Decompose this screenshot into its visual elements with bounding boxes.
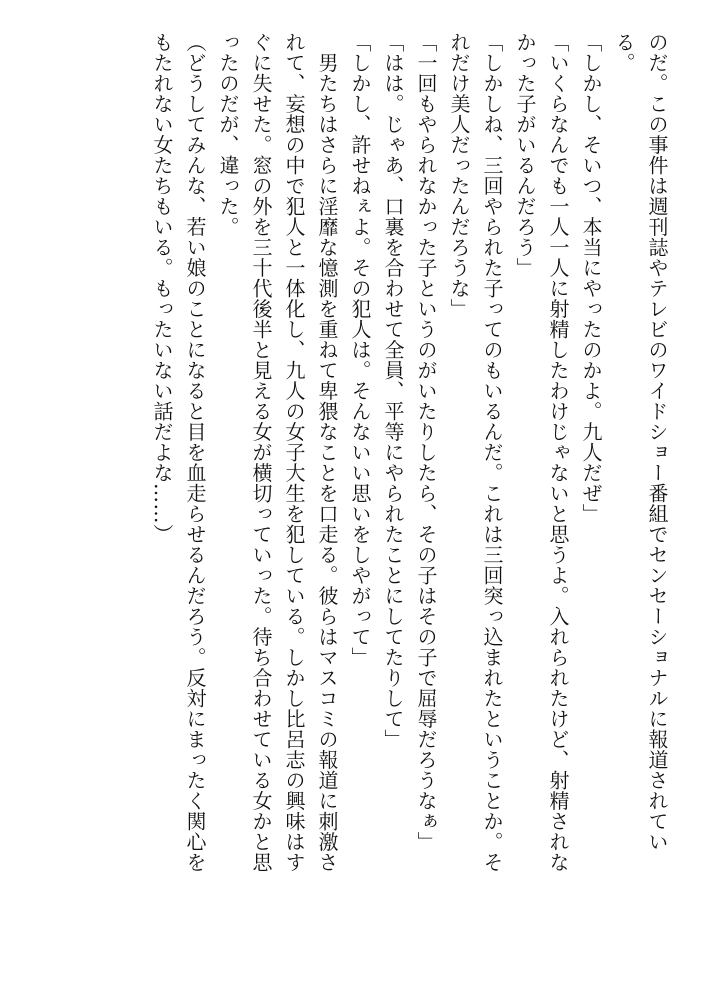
text-column: る。: [612, 32, 636, 73]
text-column: （どうしてみんな、若い娘のことになると目を血走らせるんだろう。反対にまったく関心を: [183, 32, 207, 873]
text-column: もたれない女たちもいる。もったいない話だよな……）: [150, 32, 174, 545]
vertical-text-body: [145, 32, 673, 972]
text-column: 「いくらなんでも一人一人に射精したわけじゃないと思うよ。入れられたけど、射精されな: [546, 32, 570, 873]
text-column: のだ。この事件は週刊誌やテレビのワイドショー番組でセンセーショナルに報道されてい: [645, 32, 669, 852]
text-column: 「しかし、そいつ、本当にやったのかよ。九人だぜ」: [579, 32, 603, 524]
text-column: ぐに失せた。窓の外を三十代後半と見える女が横切っていった。待ち合わせている女かと思: [249, 32, 273, 873]
text-column: 男たちはさらに淫靡な憶測を重ねて卑猥なことを口走る。彼らはマスコミの報道に刺激さ: [315, 32, 339, 873]
text-column: 「はは。じゃあ、口裏を合わせて全員、平等にやられたことにしてたりして」: [381, 32, 405, 750]
text-column: れだけ美人だったんだろうな」: [447, 32, 471, 319]
text-column: 「一回もやられなかった子というのがいたりしたら、その子はその子で屈辱だろうなぁ」: [414, 32, 438, 852]
text-column: ったのだが、違った。: [216, 32, 240, 237]
text-column: かった子がいるんだろう」: [513, 32, 537, 278]
text-column: 「しかし、許せねぇよ。その犯人は。そんないい思いをしやがって」: [348, 32, 372, 668]
text-column: れて、妄想の中で犯人と一体化し、九人の女子大生を犯している。しかし比呂志の興味はす: [282, 32, 306, 873]
text-column: 「しかしね、三回やられた子ってのもいるんだ。これは三回突っ込まれたということか。そ: [480, 32, 504, 873]
